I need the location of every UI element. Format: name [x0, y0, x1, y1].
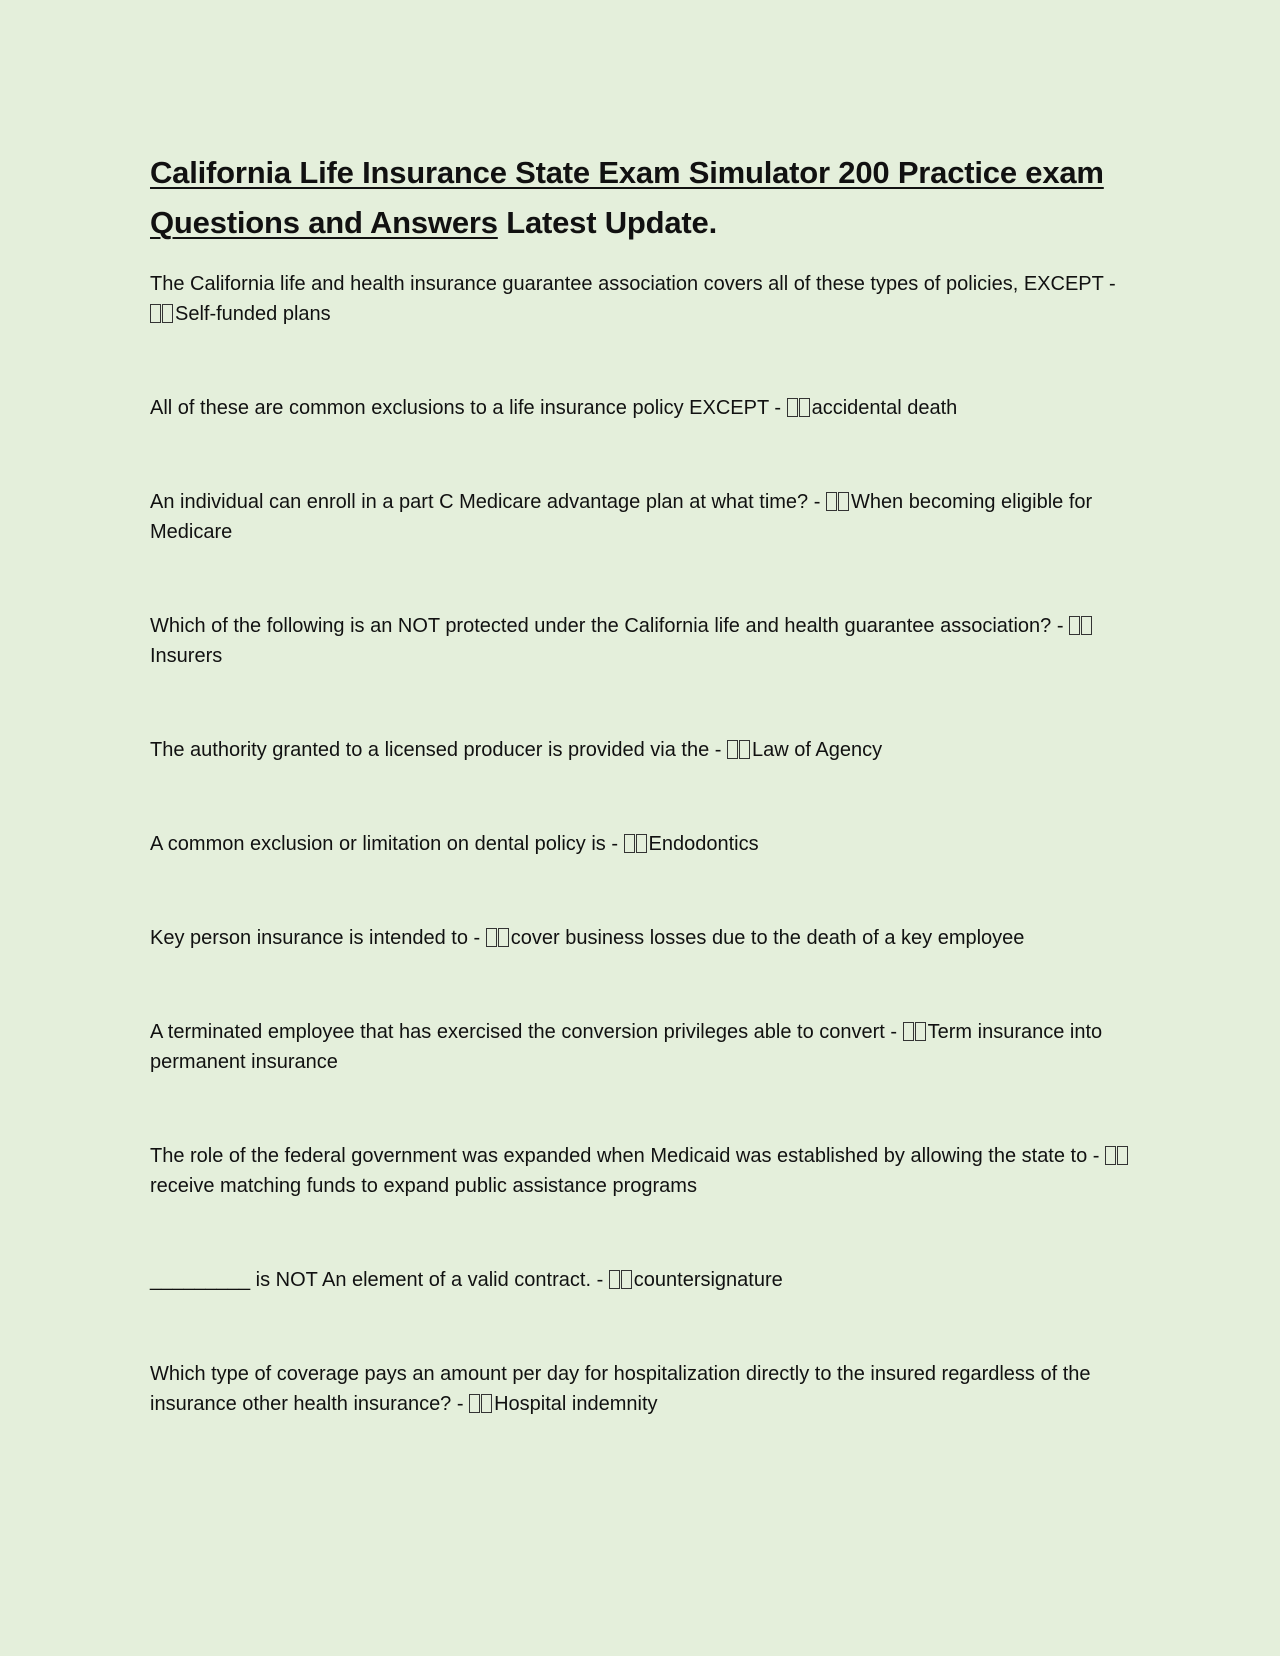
qa-item [150, 735, 1130, 765]
qa-item [150, 393, 1130, 423]
missing-glyph-icon [621, 1270, 632, 1289]
question-text: Which type of coverage pays an amount per day for hospitalization directly to the insured regardless of the insurance other health insurance? - [150, 1363, 1091, 1415]
question-text: An individual can enroll in a part C Medicare advantage plan at what time? - [150, 491, 826, 513]
qa-item [150, 829, 1130, 859]
answer-text: Term insurance into permanent insurance [150, 1021, 1103, 1073]
question-text: _________ is NOT An element of a valid contract. - [150, 1269, 609, 1291]
missing-glyph-icon [150, 304, 161, 323]
missing-glyph-icon [838, 492, 849, 511]
missing-glyph-icon [486, 928, 497, 947]
qa-item [150, 269, 1130, 329]
qa-item [150, 1359, 1130, 1419]
answer-text: Self-funded plans [175, 303, 331, 325]
missing-glyph-icon [826, 492, 837, 511]
missing-glyph-icon [609, 1270, 620, 1289]
missing-glyph-icon [799, 398, 810, 417]
qa-item [150, 611, 1130, 671]
question-text: All of these are common exclusions to a life insurance policy EXCEPT - [150, 397, 787, 419]
qa-item [150, 1265, 1130, 1295]
answer-text: cover business losses due to the death of a key employee [510, 927, 1025, 949]
qa-list [150, 269, 1130, 1419]
missing-glyph-icon [162, 304, 173, 323]
question-text: The role of the federal government was expanded when Medicaid was established by allowing the state to - [150, 1145, 1105, 1167]
missing-glyph-icon [915, 1022, 926, 1041]
missing-glyph-icon [1117, 1146, 1128, 1165]
missing-glyph-icon [498, 928, 509, 947]
question-text: The authority granted to a licensed producer is provided via the - [150, 739, 727, 761]
answer-text: Insurers [150, 645, 223, 667]
qa-item [150, 1141, 1130, 1201]
missing-glyph-icon [739, 740, 750, 759]
missing-glyph-icon [787, 398, 798, 417]
missing-glyph-icon [1081, 616, 1092, 635]
question-text: The California life and health insurance guarantee association covers all of these types of policies, EXCEPT - [150, 273, 1116, 295]
question-text: Key person insurance is intended to - [150, 927, 486, 949]
missing-glyph-icon [481, 1394, 492, 1413]
answer-text: accidental death [811, 397, 958, 419]
missing-glyph-icon [903, 1022, 914, 1041]
answer-text: Hospital indemnity [494, 1393, 658, 1415]
qa-item [150, 1017, 1130, 1077]
title-underlined-text: California Life Insurance State Exam Simulator 200 Practice exam Questions and Answers [150, 155, 1104, 240]
answer-text: countersignature [633, 1269, 783, 1291]
question-text: Which of the following is an NOT protected under the California life and health guarantee association? - [150, 615, 1070, 637]
missing-glyph-icon [469, 1394, 480, 1413]
missing-glyph-icon [1069, 616, 1080, 635]
missing-glyph-icon [727, 740, 738, 759]
answer-text: Endodontics [648, 833, 759, 855]
qa-item [150, 923, 1130, 953]
missing-glyph-icon [624, 834, 635, 853]
question-text: A terminated employee that has exercised the conversion privileges able to convert - [150, 1021, 903, 1043]
missing-glyph-icon [636, 834, 647, 853]
title-suffix-text: Latest Update. [506, 205, 718, 240]
answer-text: receive matching funds to expand public assistance programs [150, 1175, 697, 1197]
question-text: A common exclusion or limitation on dental policy is - [150, 833, 624, 855]
missing-glyph-icon [1105, 1146, 1116, 1165]
answer-text: Law of Agency [752, 739, 883, 761]
qa-item [150, 487, 1130, 547]
answer-text: When becoming eligible for Medicare [150, 491, 1093, 543]
document-title [150, 148, 1130, 248]
